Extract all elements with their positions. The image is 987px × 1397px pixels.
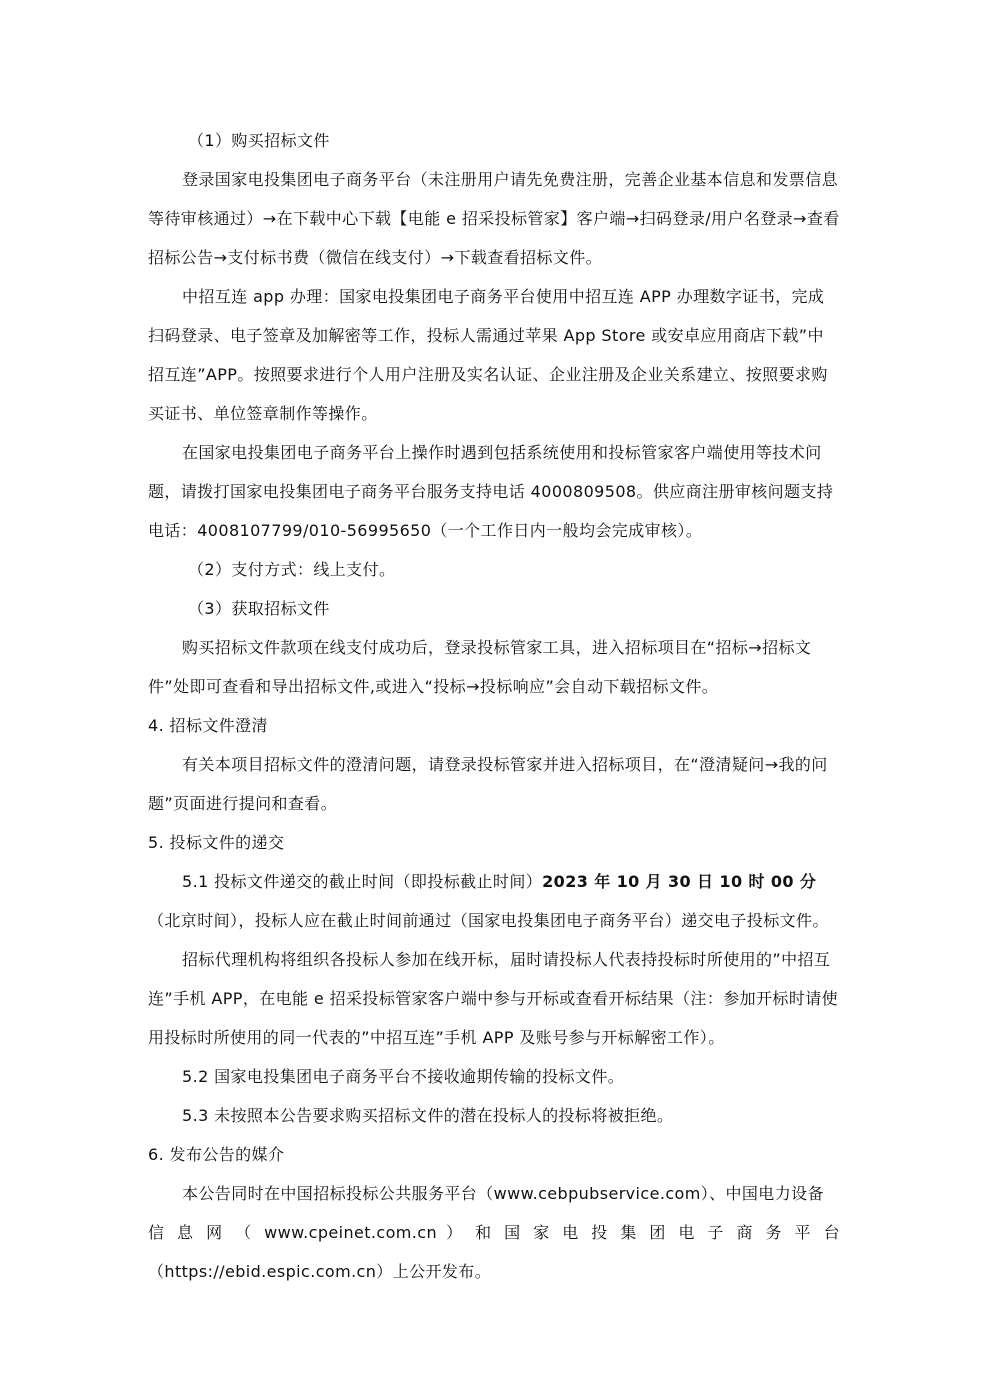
deadline-intro: 5.1 投标文件递交的截止时间（即投标截止时间） — [182, 872, 543, 891]
section-6-heading: 6. 发布公告的媒介 — [148, 1145, 285, 1164]
paragraph-registration-steps: 登录国家电投集团电子商务平台（未注册用户请先免费注册，完善企业基本信息和发票信息等待审核通过）→在下载中心下载【电能 e 招采投标管家】客户端→扫码登录/用户名登录→查看招标公告→支付标书费（微信在线支付）→下载查看招标文件。 — [148, 170, 840, 267]
subsection-obtain-heading: （3）获取招标文件 — [188, 599, 330, 618]
paragraph-media-line-1: 本公告同时在中国招标投标公共服务平台（www.cebpubservice.com）、中国电力设备 — [182, 1184, 824, 1203]
paragraph-media-line-2: 信 息 网 （ www.cpeinet.com.cn ） 和 国 家 电 投 集 团 电 子 商 务 平 台 — [148, 1223, 840, 1242]
paragraph-online-opening: 招标代理机构将组织各投标人参加在线开标，届时请投标人代表持投标时所使用的”中招互连”手机 APP，在电能 e 招采投标管家客户端中参与开标或查看开标结果（注：参加开标时请使用投标时所使用的同一代表的”中招互连”手机 APP 及账号参与开标解密工作）。 — [148, 950, 839, 1047]
section-4-heading: 4. 招标文件澄清 — [148, 716, 268, 735]
paragraph-clarification: 有关本项目招标文件的澄清问题，请登录投标管家并进入招标项目，在“澄清疑问→我的问题”页面进行提问和查看。 — [148, 755, 828, 813]
paragraph-deadline — [148, 862, 840, 940]
paragraph-zhongzhao-app: 中招互连 app 办理：国家电投集团电子商务平台使用中招互连 APP 办理数字证书，完成扫码登录、电子签章及加解密等工作，投标人需通过苹果 App Store 或安卓应用商店下载”中招互连”APP。按照要求进行个人用户注册及实名认证、企业注册及企业关系建立、按照要求购买证书、单位签章制作等操作。 — [148, 287, 828, 423]
paragraph-obtain-documents: 购买招标文件款项在线支付成功后，登录投标管家工具，进入招标项目在“招标→招标文件”处即可查看和导出招标文件,或进入“投标→投标响应”会自动下载招标文件。 — [148, 638, 812, 696]
deadline-rest: （北京时间），投标人应在截止时间前通过（国家电投集团电子商务平台）递交电子投标文件。 — [148, 911, 829, 930]
paragraph-no-late-submission: 5.2 国家电投集团电子商务平台不接收逾期传输的投标文件。 — [182, 1067, 625, 1086]
subsection-payment-method: （2）支付方式：线上支付。 — [188, 560, 396, 579]
paragraph-rejection: 5.3 未按照本公告要求购买招标文件的潜在投标人的投标将被拒绝。 — [182, 1106, 674, 1125]
document-body — [148, 121, 840, 1291]
paragraph-media-line-3: （https://ebid.espic.com.cn）上公开发布。 — [148, 1262, 492, 1281]
subsection-purchase-heading: （1）购买招标文件 — [188, 131, 330, 150]
deadline-datetime: 2023 年 10 月 30 日 10 时 00 分 — [542, 872, 817, 891]
section-5-heading: 5. 投标文件的递交 — [148, 833, 285, 852]
paragraph-support-phone: 在国家电投集团电子商务平台上操作时遇到包括系统使用和投标管家客户端使用等技术问题，请拨打国家电投集团电子商务平台服务支持电话 4000809508。供应商注册审核问题支持电话：4008107799/010-56995650（一个工作日内一般均会完成审核）。 — [148, 443, 834, 540]
